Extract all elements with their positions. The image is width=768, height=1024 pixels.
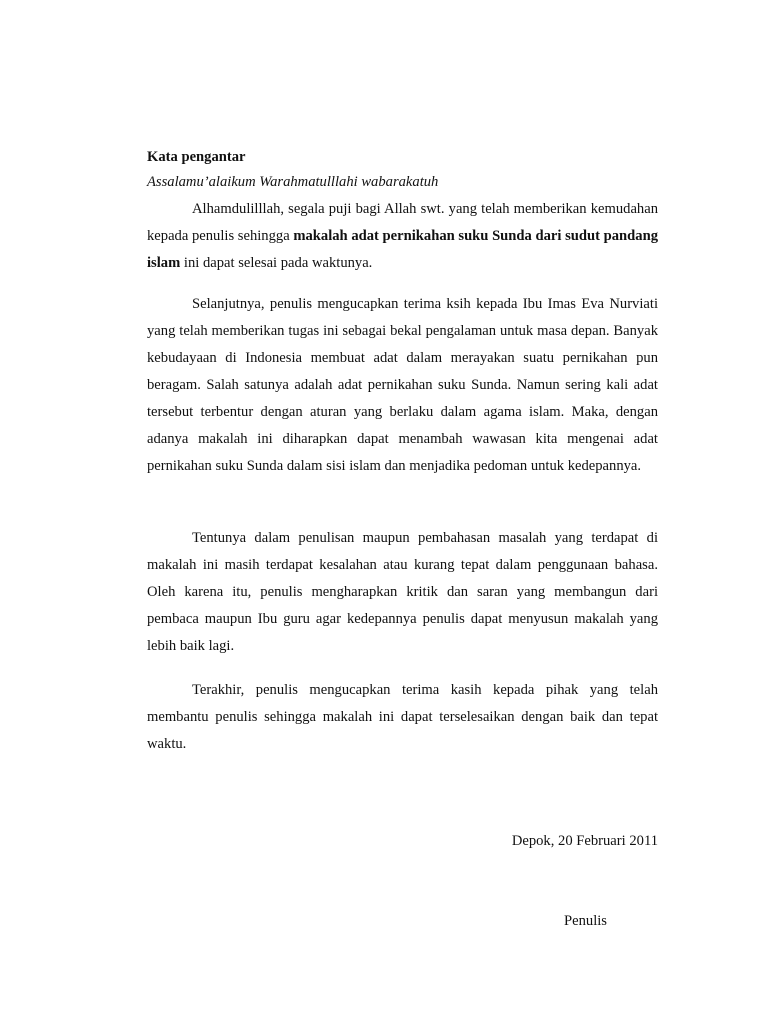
paragraph-opening [147, 196, 658, 277]
place-date: Depok, 20 Februari 2011 [511, 833, 658, 849]
paragraph-opening-text: Alhamdulilllah, segala puji bagi Allah swt. yang telah memberikan kemudahan kepada penulis sehingga [147, 201, 658, 244]
paragraph-apology: Tentunya dalam penulisan maupun pembahasan masalah yang terdapat di makalah ini masih terdapat kesalahan atau kurang tepat dalam penggunaan bahasa. Oleh karena itu, penulis mengharapkan kritik dan saran yang membangun dari pembaca maupun Ibu guru agar kedepannya penulis dapat menyusun makalah yang lebih baik lagi. [147, 530, 658, 654]
document-page [147, 0, 658, 1024]
paragraph-closing: Terakhir, penulis mengucapkan terima kasih kepada pihak yang telah membantu penulis sehingga makalah ini dapat terselesaikan dengan baik dan tepat waktu. [147, 682, 658, 752]
paragraph-opening-text-end: ini dapat selesai pada waktunya. [180, 255, 373, 271]
greeting-line: Assalamu’alaikum Warahmatulllahi wabarakatuh [147, 174, 439, 190]
paragraph-thanks: Selanjutnya, penulis mengucapkan terima ksih kepada Ibu Imas Eva Nurviati yang telah memberikan tugas ini sebagai bekal pengalaman untuk masa depan. Banyak kebudayaan di Indonesia membuat adat dalam merayakan suatu pernikahan pun beragam. Salah satunya adalah adat pernikahan suku Sunda. Namun sering kali adat tersebut terbentur dengan aturan yang berlaku dalam agama islam. Maka, dengan adanya makalah ini diharapkan dapat menambah wawasan kita mengenai adat pernikahan suku Sunda dalam sisi islam dan menjadika pedoman untuk kedepannya. [147, 296, 658, 474]
page-title: Kata pengantar [147, 149, 246, 165]
paragraph-opening-bold-title: makalah adat pernikahan suku Sunda dari sudut pandang islam [147, 228, 658, 271]
signer-name: Penulis [564, 913, 607, 929]
